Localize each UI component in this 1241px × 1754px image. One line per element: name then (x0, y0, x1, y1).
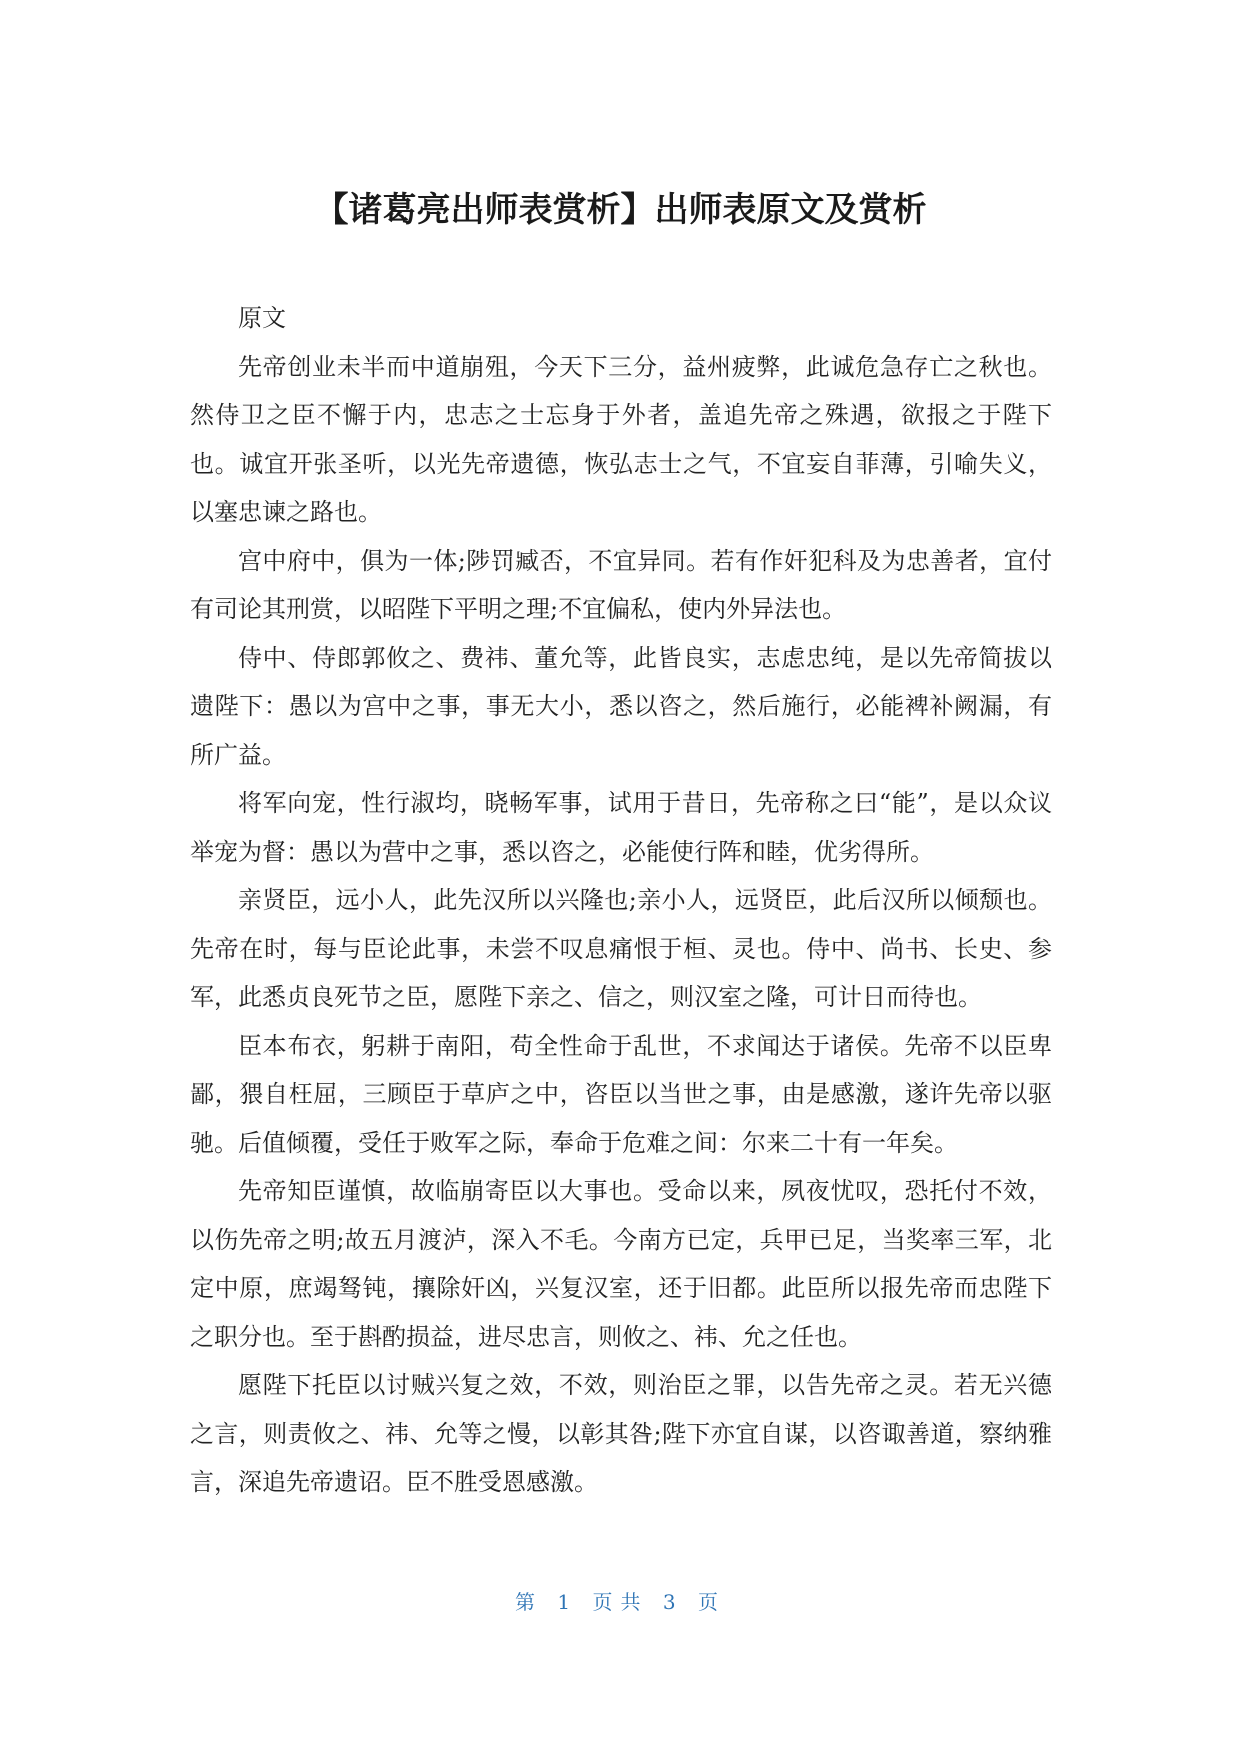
page-footer (0, 1588, 1241, 1616)
footer-middle: 页共 (592, 1590, 649, 1614)
paragraph: 侍中、侍郎郭攸之、费祎、董允等，此皆良实，志虑忠纯，是以先帝简拔以遗陛下：愚以为宫中之事，事无大小，悉以咨之，然后施行，必能裨补阙漏，有所广益。 (190, 643, 1052, 769)
paragraph: 臣本布衣，躬耕于南阳，苟全性命于乱世，不求闻达于诸侯。先帝不以臣卑鄙，猥自枉屈，三顾臣于草庐之中，咨臣以当世之事，由是感激，遂许先帝以驱驰。后值倾覆，受任于败军之际，奉命于危难之间：尔来二十有一年矣。 (190, 1031, 1052, 1157)
total-pages-number: 3 (662, 1590, 684, 1614)
document-title: 【诸葛亮出师表赏析】出师表原文及赏析 (314, 190, 927, 230)
paragraph: 亲贤臣，远小人，此先汉所以兴隆也;亲小人，远贤臣，此后汉所以倾颓也。先帝在时，每与臣论此事，未尝不叹息痛恨于桓、灵也。侍中、尚书、长史、参军，此悉贞良死节之臣，愿陛下亲之、信之，则汉室之隆，可计日而待也。 (190, 886, 1052, 1011)
paragraph: 先帝创业未半而中道崩殂，今天下三分，益州疲弊，此诚危急存亡之秋也。然侍卫之臣不懈于内，忠志之士忘身于外者，盖追先帝之殊遇，欲报之于陛下也。诚宜开张圣听，以光先帝遗德，恢弘志士之气，不宜妄自菲薄，引喻失义，以塞忠谏之路也。 (190, 352, 1052, 526)
paragraph: 先帝知臣谨慎，故临崩寄臣以大事也。受命以来，夙夜忧叹，恐托付不效，以伤先帝之明;故五月渡泸，深入不毛。今南方已定，兵甲已足，当奖率三军，北定中原，庶竭驽钝，攘除奸凶，兴复汉室，还于旧都。此臣所以报先帝而忠陛下之职分也。至于斟酌损益，进尽忠言，则攸之、祎、允之任也。 (190, 1177, 1052, 1351)
current-page-number: 1 (557, 1590, 579, 1614)
paragraph: 宫中府中，俱为一体;陟罚臧否，不宜异同。若有作奸犯科及为忠善者，宜付有司论其刑赏，以昭陛下平明之理;不宜偏私，使内外异法也。 (190, 546, 1052, 623)
paragraph: 愿陛下托臣以讨贼兴复之效，不效，则治臣之罪，以告先帝之灵。若无兴德之言，则责攸之、祎、允等之慢，以彰其咎;陛下亦宜自谋，以咨诹善道，察纳雅言，深追先帝遗诏。臣不胜受恩感激。 (190, 1371, 1052, 1496)
document-body (190, 294, 1052, 1507)
footer-prefix: 第 (515, 1590, 544, 1614)
section-heading: 原文 (238, 304, 286, 332)
paragraph: 将军向宠，性行淑均，晓畅军事，试用于昔日，先帝称之曰“能”，是以众议举宠为督：愚以为营中之事，悉以咨之，必能使行阵和睦，优劣得所。 (190, 789, 1052, 866)
footer-suffix: 页 (697, 1590, 726, 1614)
